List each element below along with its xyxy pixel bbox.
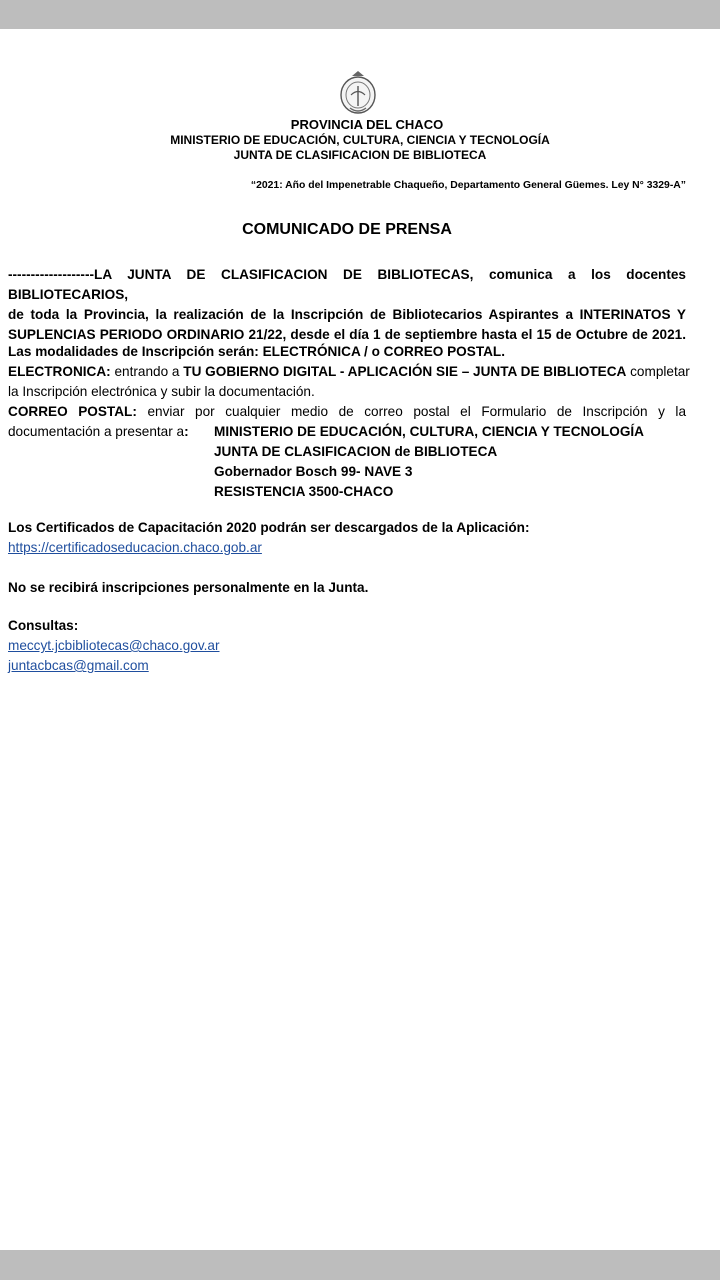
address-line-1: MINISTERIO DE EDUCACIÓN, CULTURA, CIENCIA Y TECNOLOGÍA: [214, 424, 644, 439]
postal-line-2: documentación a presentar a: [8, 424, 185, 439]
board-heading: JUNTA DE CLASIFICACION DE BIBLIOTECA: [233, 148, 487, 162]
modalities-section: [8, 342, 690, 502]
contact-section: [8, 616, 686, 676]
electronic-text: entrando a: [110, 364, 184, 379]
postal-address-block: [8, 422, 686, 442]
address-line-3: Gobernador Bosch 99- NAVE 3: [214, 464, 413, 479]
province-heading: PROVINCIA DEL CHACO: [290, 117, 444, 132]
certificates-link[interactable]: https://certificadoseducacion.chaco.gob.ar: [8, 540, 262, 555]
electronic-label: ELECTRONICA:: [8, 364, 111, 379]
top-gray-bar: [0, 0, 720, 29]
modalities-heading: Las modalidades de Inscripción serán: ELECTRÓNICA / o CORREO POSTAL.: [8, 344, 506, 359]
address-line-4: RESISTENCIA 3500-CHACO: [214, 484, 394, 499]
contact-email-1[interactable]: meccyt.jcbibliotecas@chaco.gov.ar: [8, 638, 220, 653]
intro-line-1: -------------------LA JUNTA DE CLASIFICACION DE BIBLIOTECAS, comunica a los docentes BIBLIOTECARIOS,: [8, 267, 686, 302]
electronic-text-2: completar: [626, 364, 690, 379]
postal-line: [8, 402, 686, 422]
postal-label: CORREO POSTAL:: [8, 404, 137, 419]
certificates-section: [8, 518, 686, 558]
intro-line-3: SUPLENCIAS PERIODO ORDINARIO 21/22, desde el día 1 de septiembre hasta el 15 de Octubre de 2021.: [8, 327, 686, 342]
ministry-heading: MINISTERIO DE EDUCACIÓN, CULTURA, CIENCIA Y TECNOLOGÍA: [170, 133, 550, 147]
address-line-2: JUNTA DE CLASIFICACION de BIBLIOTECA: [214, 444, 498, 459]
intro-line-2: de toda la Provincia, la realización de la Inscripción de Bibliotecarios Aspirantes a INTERINATOS Y: [8, 307, 686, 322]
bottom-gray-bar: [0, 1250, 720, 1280]
postal-colon: :: [184, 424, 189, 439]
contact-label: Consultas:: [8, 618, 79, 633]
certificates-text: Los Certificados de Capacitación 2020 podrán ser descargados de la Aplicación:: [8, 520, 530, 535]
intro-paragraph: [8, 265, 686, 345]
electronic-line-2: la Inscripción electrónica y subir la documentación.: [8, 384, 315, 399]
page-title: COMUNICADO DE PRENSA: [242, 221, 452, 238]
electronic-app-name: TU GOBIERNO DIGITAL - APLICACIÓN SIE – JUNTA DE BIBLIOTECA: [183, 364, 627, 379]
electronic-line: [8, 362, 690, 382]
year-motto: “2021: Año del Impenetrable Chaqueño, Departamento General Güemes. Ley N° 3329-A”: [250, 180, 686, 191]
in-person-notice: No se recibirá inscripciones personalmente en la Junta.: [8, 580, 369, 595]
provincial-seal-icon: [338, 68, 378, 116]
contact-email-2[interactable]: juntacbcas@gmail.com: [8, 658, 149, 673]
postal-text: enviar por cualquier medio de correo postal el Formulario de Inscripción y la: [136, 404, 687, 419]
